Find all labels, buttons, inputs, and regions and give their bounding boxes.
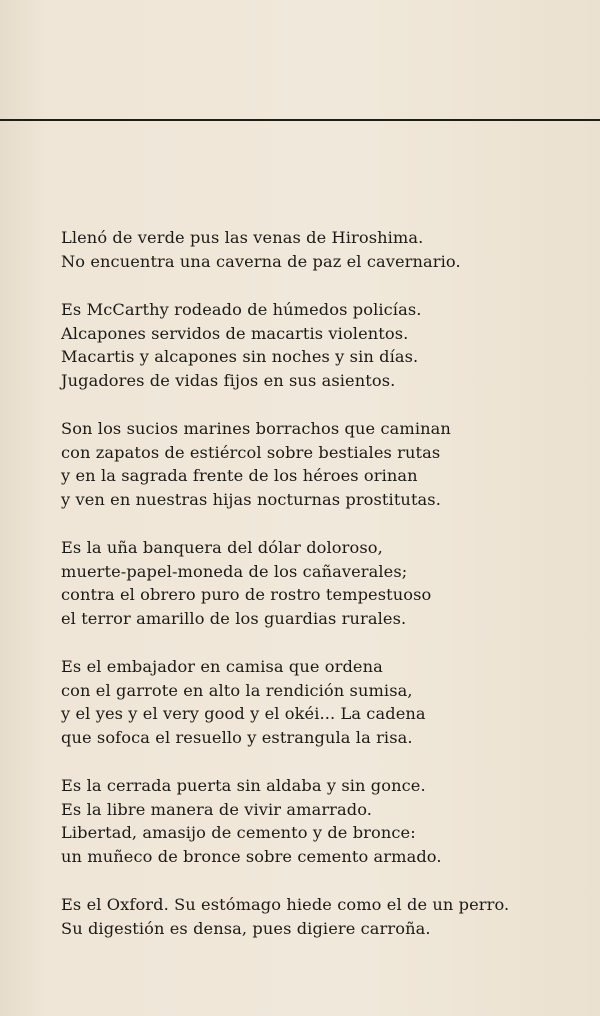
stanza (61, 536, 581, 630)
poem-line: y en la sagrada frente de los héroes orinan (61, 466, 418, 485)
poem-line: Es la libre manera de vivir amarrado. (61, 799, 373, 819)
poem-line: Jugadores de vidas fijos en sus asientos. (61, 370, 396, 390)
poem-line: Es McCarthy rodeado de húmedos policías. (61, 300, 422, 319)
poem-line: No encuentra una caverna de paz el cavernario. (61, 251, 461, 271)
poem-line: Son los sucios marines borrachos que caminan (61, 419, 451, 438)
poem-line: que sofoca el resuello y estrangula la risa. (61, 727, 413, 747)
poem-body (61, 226, 581, 965)
stanza (61, 417, 581, 511)
stanza (61, 655, 581, 749)
poem-line: un muñeco de bronce sobre cemento armado. (61, 846, 442, 866)
stanza (61, 298, 581, 392)
poem-line: y ven en nuestras hijas nocturnas prostitutas. (61, 489, 441, 509)
poem-line: Es la cerrada puerta sin aldaba y sin gonce. (61, 776, 426, 795)
poem-line: Libertad, amasijo de cemento y de bronce: (61, 823, 416, 842)
poem-line: Es la uña banquera del dólar doloroso, (61, 538, 383, 557)
poem-line: Llenó de verde pus las venas de Hiroshima. (61, 228, 424, 247)
poem-line: Es el embajador en camisa que ordena (61, 657, 383, 676)
poem-line: el terror amarillo de los guardias rurales. (61, 608, 407, 628)
poem-line: Alcapones servidos de macartis violentos. (61, 323, 409, 343)
poem-line: Es el Oxford. Su estómago hiede como el de un perro. (61, 895, 510, 914)
poem-line: contra el obrero puro de rostro tempestuoso (61, 585, 432, 604)
poem-line: Su digestión es densa, pues digiere carroña. (61, 918, 431, 938)
poem-line: y el yes y el very good y el okéi... La cadena (61, 704, 426, 723)
stanza (61, 774, 581, 868)
poem-line: muerte-papel-moneda de los cañaverales; (61, 561, 408, 581)
header-rule (0, 119, 600, 121)
stanza (61, 893, 581, 940)
poem-line: con zapatos de estiércol sobre bestiales rutas (61, 442, 441, 462)
stanza (61, 226, 581, 273)
poem-line: con el garrote en alto la rendición sumisa, (61, 680, 413, 700)
poem-line: Macartis y alcapones sin noches y sin días. (61, 347, 419, 366)
